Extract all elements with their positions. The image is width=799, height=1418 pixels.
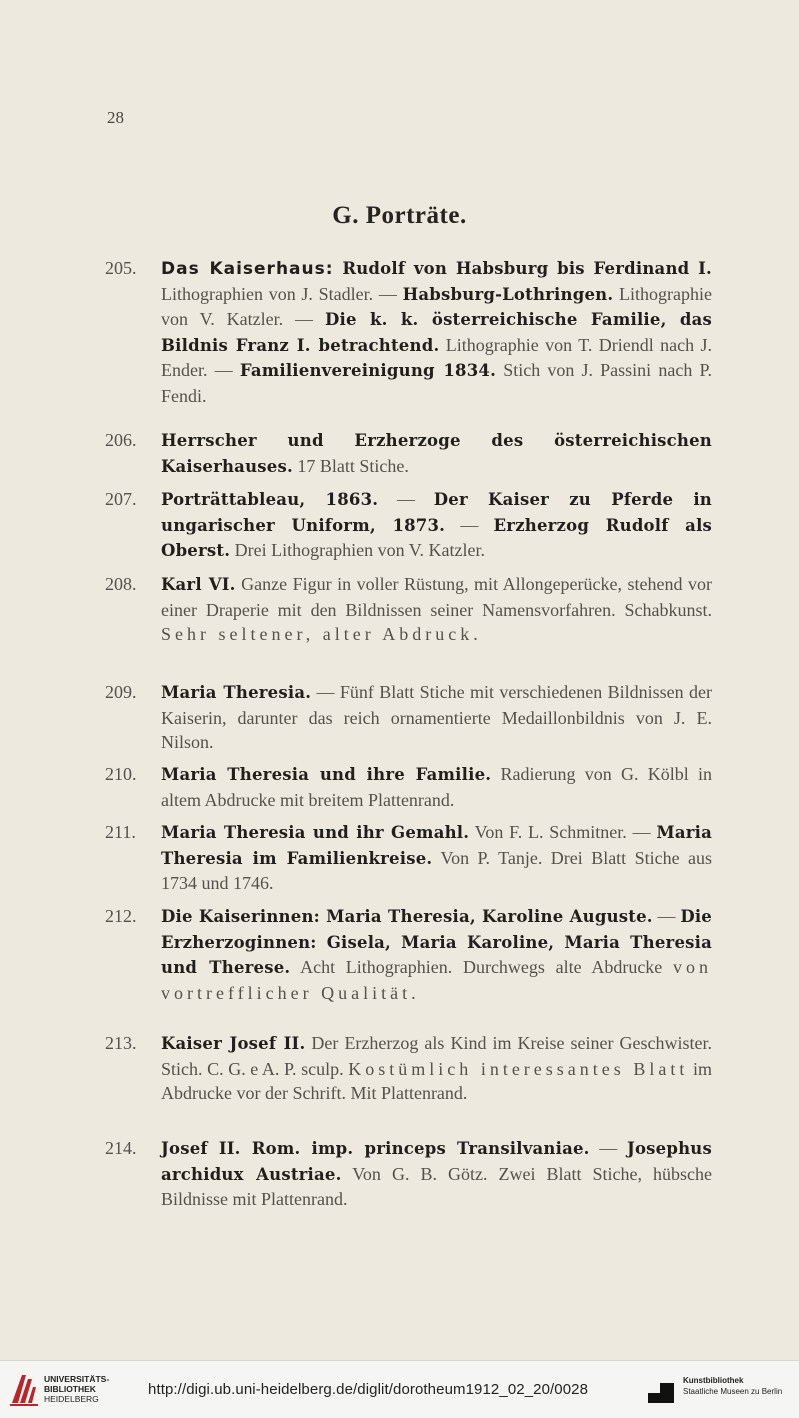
entry-title-text: Rudolf von Habsburg bis Ferdinand I. xyxy=(333,259,713,278)
entry-description-text: Radierung von G. Kölbl in altem Abdrucke mit breitem Plattenrand. xyxy=(161,764,712,810)
catalog-entry xyxy=(105,487,712,564)
entry-number: 208. xyxy=(105,574,137,594)
entry-description-text: Lithographien von J. Stadler. — xyxy=(161,283,403,304)
entry-title-text: Die Kaiserinnen: Maria Theresia, Karoline Auguste. xyxy=(161,907,653,926)
entry-title-text: Karl VI. xyxy=(161,575,236,594)
entry-description-text: Drei Lithographien von V. Katzler. xyxy=(230,540,485,560)
entry-description-text: Acht Lithographien. Durchwegs alte Abdrucke xyxy=(290,957,673,977)
entry-description-text: Von G. B. Götz. Zwei Blatt Stiche, hübsche Bildnisse mit Plattenrand. xyxy=(161,1163,713,1209)
entry-description-text: Lithographie von V. Katzler. — xyxy=(161,283,712,329)
catalog-entry xyxy=(105,572,712,647)
entry-number: 213. xyxy=(105,1033,137,1053)
entry-title-text: Josephus archidux Austriae. xyxy=(161,1139,712,1184)
entry-title-text: Die Erzherzoginnen: Gisela, Maria Karoline, Maria Theresia und Therese. xyxy=(161,907,712,977)
entry-text xyxy=(161,487,712,564)
catalog-entry xyxy=(105,256,712,408)
entry-title-text: Porträttableau, 1863. xyxy=(161,490,379,509)
kb-title: Kunstbibliothek xyxy=(683,1376,744,1385)
entry-title-text: Maria Theresia. xyxy=(161,683,312,702)
entry-description-text: Der Erzherzog als Kind im Kreise seiner Geschwister. Stich. C. G. e A. P. sculp. xyxy=(161,1033,712,1079)
entry-text xyxy=(161,820,712,896)
entry-number: 210. xyxy=(105,764,137,784)
catalog-entry xyxy=(105,904,712,1005)
ub-name-line3: HEIDELBERG xyxy=(44,1394,99,1404)
entry-text xyxy=(161,762,712,812)
kb-subtitle: Staatliche Museen zu Berlin xyxy=(683,1387,783,1396)
entry-description-text: 17 Blatt Stiche. xyxy=(292,455,409,476)
entry-number: 205. xyxy=(105,258,137,278)
entry-title-text: Erzherzog Rudolf als Oberst. xyxy=(161,515,713,560)
entry-number: 209. xyxy=(105,682,137,702)
entry-text xyxy=(161,1136,712,1212)
entry-text xyxy=(161,680,712,755)
entry-number: 206. xyxy=(105,430,137,450)
entry-number: 212. xyxy=(105,906,137,926)
entry-description-text: Lithographie von T. Driendl nach J. Ender. — xyxy=(161,334,712,380)
entry-title-text: Herrscher und Erzherzoge des österreichischen Kaiserhauses. xyxy=(161,431,712,476)
page-number: 28 xyxy=(107,108,124,127)
entry-title-text: Maria Theresia und ihre Familie. xyxy=(161,765,492,784)
university-library-name xyxy=(44,1374,109,1404)
entry-title-text: Der Kaiser zu Pferde in ungarischer Uniform, 1873. xyxy=(161,490,713,535)
entry-description-text: Von P. Tanje. Drei Blatt Stiche aus 1734 und 1746. xyxy=(161,847,713,893)
entry-title-text: Maria Theresia und ihr Gemahl. xyxy=(161,823,470,842)
kunstbibliothek-logo-icon xyxy=(646,1379,676,1405)
entry-text xyxy=(161,428,712,479)
entry-title-text: Familienvereinigung 1834. xyxy=(239,361,497,380)
catalog-entry xyxy=(105,1136,712,1212)
entry-number: 207. xyxy=(105,489,137,509)
entry-emphasis-text: von vortrefflicher Qualität. xyxy=(161,957,712,1003)
entry-text xyxy=(161,572,712,647)
entry-text xyxy=(161,1031,712,1106)
catalog-entry xyxy=(105,1031,712,1106)
entry-description-text: — xyxy=(378,489,434,509)
entry-title-text: Habsburg-Lothringen. xyxy=(402,284,614,304)
entry-number: 211. xyxy=(105,822,136,842)
entry-title-text: Kaiser Josef II. xyxy=(161,1034,306,1053)
entry-description-text: Stich von J. Passini nach P. Fendi. xyxy=(161,360,712,406)
ub-name-line1: UNIVERSITÄTS- xyxy=(44,1374,110,1384)
entry-title-text: Die k. k. österreichische Familie, das Bildnis Franz I. betrachtend. xyxy=(161,310,713,355)
entry-title-text: Maria Theresia im Familienkreise. xyxy=(161,823,712,868)
entry-number: 214. xyxy=(105,1138,137,1158)
entry-text xyxy=(161,256,712,408)
entry-description-text: — xyxy=(589,1138,627,1158)
entry-description-text: Ganze Figur in voller Rüstung, mit Allongeperücke, stehend vor einer Draperie mit den Bildnissen seiner Namensvorfahren. Schabkunst. xyxy=(161,574,712,620)
entry-title-text: Das Kaiserhaus: xyxy=(161,259,334,279)
entry-text xyxy=(161,904,712,1005)
viewer-footer xyxy=(0,1360,799,1418)
university-library-logo-icon xyxy=(8,1369,40,1409)
entry-description-text: — xyxy=(445,514,494,535)
permalink-url[interactable]: http://digi.ub.uni-heidelberg.de/diglit/dorotheum1912_02_20/0028 xyxy=(148,1381,589,1398)
entry-emphasis-text: Sehr seltener, alter Abdruck. xyxy=(161,624,482,644)
entry-description-text: — xyxy=(652,906,681,926)
entry-description-text: — Fünf Blatt Stiche mit verschiedenen Bildnissen der Kaiserin, darunter das reich ornamentierte Medaillonbildnis von J. E. Nilson. xyxy=(161,682,712,752)
entry-description-text: im Abdrucke vor der Schrift. Mit Plattenrand. xyxy=(161,1058,712,1103)
ub-name-line2: BIBLIOTHEK xyxy=(44,1384,96,1394)
entry-description-text: Von F. L. Schmitner. — xyxy=(469,822,657,842)
catalog-entry xyxy=(105,820,712,896)
catalog-entry xyxy=(105,428,712,479)
section-title: G. Porträte. xyxy=(332,202,467,229)
kunstbibliothek-name xyxy=(683,1375,782,1397)
catalog-entry xyxy=(105,680,712,755)
entry-emphasis-text: Kostümlich interessantes Blatt xyxy=(348,1058,689,1079)
entry-title-text: Josef II. Rom. imp. princeps Transilvaniae. xyxy=(161,1139,590,1158)
catalog-entry xyxy=(105,762,712,812)
